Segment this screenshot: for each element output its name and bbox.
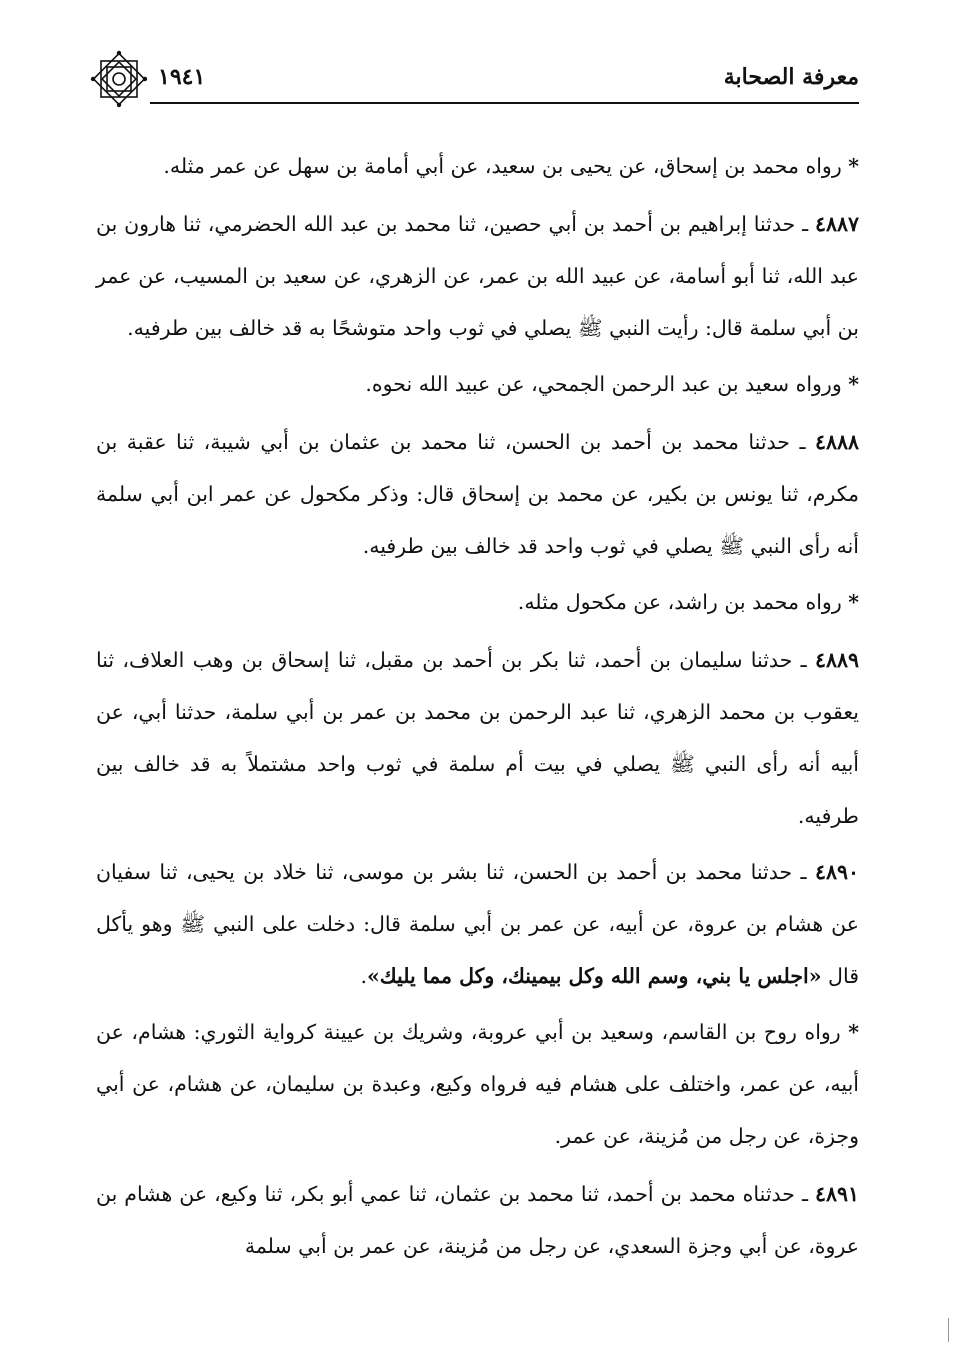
note-paragraph	[96, 358, 859, 410]
running-title: معرفة الصحابة	[723, 64, 859, 90]
paragraph-text: ـ حدثنا سليمان بن أحمد، ثنا بكر بن أحمد بن مقبل، ثنا إسحاق بن وهب العلاف، ثنا يعقوب بن محمد الزهري، ثنا عبد الرحمن بن محمد بن عمر بن أبي سلمة، حدثنا أبي، عن أبيه أنه رأى النبي ﷺ يصلي في بيت أم سلمة في ثوب واحد مشتملاً به قد خالف بين طرفيه.	[96, 648, 859, 828]
paragraph-text: ورواه سعيد بن عبد الرحمن الجمحي، عن عبيد الله نحوه.	[365, 372, 842, 396]
hadith-number: ٤٨٨٩	[814, 648, 859, 672]
note-asterisk: *	[848, 590, 859, 614]
page-body	[96, 140, 859, 1276]
note-paragraph	[96, 140, 859, 192]
hadith-number: ٤٨٩١	[814, 1182, 859, 1206]
paragraph-text: ـ حدثنا محمد بن أحمد بن الحسن، ثنا محمد بن عثمان بن أبي شيبة، ثنا عقبة بن مكرم، ثنا يونس بن بكير، عن محمد بن إسحاق قال: وذكر مكحول عن عمر ابن أبي سلمة أنه رأى النبي ﷺ يصلي في ثوب واحد قد خالف بين طرفيه.	[96, 430, 859, 558]
note-paragraph	[96, 576, 859, 628]
note-asterisk: *	[848, 372, 859, 396]
hadith-paragraph	[96, 416, 859, 572]
paragraph-text: رواه محمد بن راشد، عن مكحول مثله.	[517, 590, 842, 614]
paragraph-text: ـ حدثناه محمد بن أحمد، ثنا محمد بن عثمان، ثنا عمي أبو بكر، ثنا وكيع، عن هشام بن عروة، عن أبي وجزة السعدي، عن رجل من مُزينة، عن عمر بن أبي سلمة	[96, 1182, 859, 1258]
paragraph-text: ـ حدثنا محمد بن أحمد بن الحسن، ثنا بشر بن موسى، ثنا خلاد بن يحيى، ثنا سفيان عن هشام بن عروة، عن أبيه، عن عمر بن أبي سلمة قال: دخلت على النبي ﷺ وهو يأكل قال	[96, 860, 859, 988]
paragraph-text: رواه محمد بن إسحاق، عن يحيى بن سعيد، عن أبي أمامة بن سهل عن عمر مثله.	[163, 154, 842, 178]
hadith-number: ٤٨٨٨	[814, 430, 859, 454]
octagram-ornament-icon	[88, 48, 150, 110]
note-paragraph	[96, 1006, 859, 1162]
hadith-number: ٤٨٨٧	[814, 212, 859, 236]
note-asterisk: *	[848, 154, 859, 178]
prophetic-quote: «اجلس يا بني، وسم الله وكل بيمينك، وكل مما يليك»	[366, 964, 822, 988]
paragraph-text: رواه روح بن القاسم، وسعيد بن أبي عروبة، وشريك بن عيينة كرواية الثوري: هشام، عن أبيه، عن عمر، واختلف على هشام فيه فرواه وكيع، وعبدة بن سليمان، عن هشام، عن أبي وجزة، عن رجل من مُزينة، عن عمر.	[96, 1020, 859, 1148]
paragraph-text: ـ حدثنا إبراهيم بن أحمد بن أبي حصين، ثنا محمد بن عبد الله الحضرمي، ثنا هارون بن عبد الله، ثنا أبو أسامة، عن عبيد الله بن عمر، عن الزهري، عن سعيد بن المسيب، عن عمر بن أبي سلمة قال: رأيت النبي ﷺ يصلي في ثوب واحد متوشحًا به قد خالف بين طرفيه.	[96, 212, 859, 340]
quote-terminator: .	[360, 964, 367, 988]
note-asterisk: *	[848, 1020, 859, 1044]
hadith-paragraph	[96, 1168, 859, 1272]
page-header	[88, 58, 859, 104]
hadith-paragraph	[96, 634, 859, 842]
hadith-paragraph	[96, 846, 859, 1002]
hadith-paragraph	[96, 198, 859, 354]
page-number: ١٩٤١	[158, 64, 206, 90]
margin-mark	[946, 1318, 949, 1342]
hadith-number: ٤٨٩٠	[814, 860, 859, 884]
header-rule	[150, 102, 859, 104]
